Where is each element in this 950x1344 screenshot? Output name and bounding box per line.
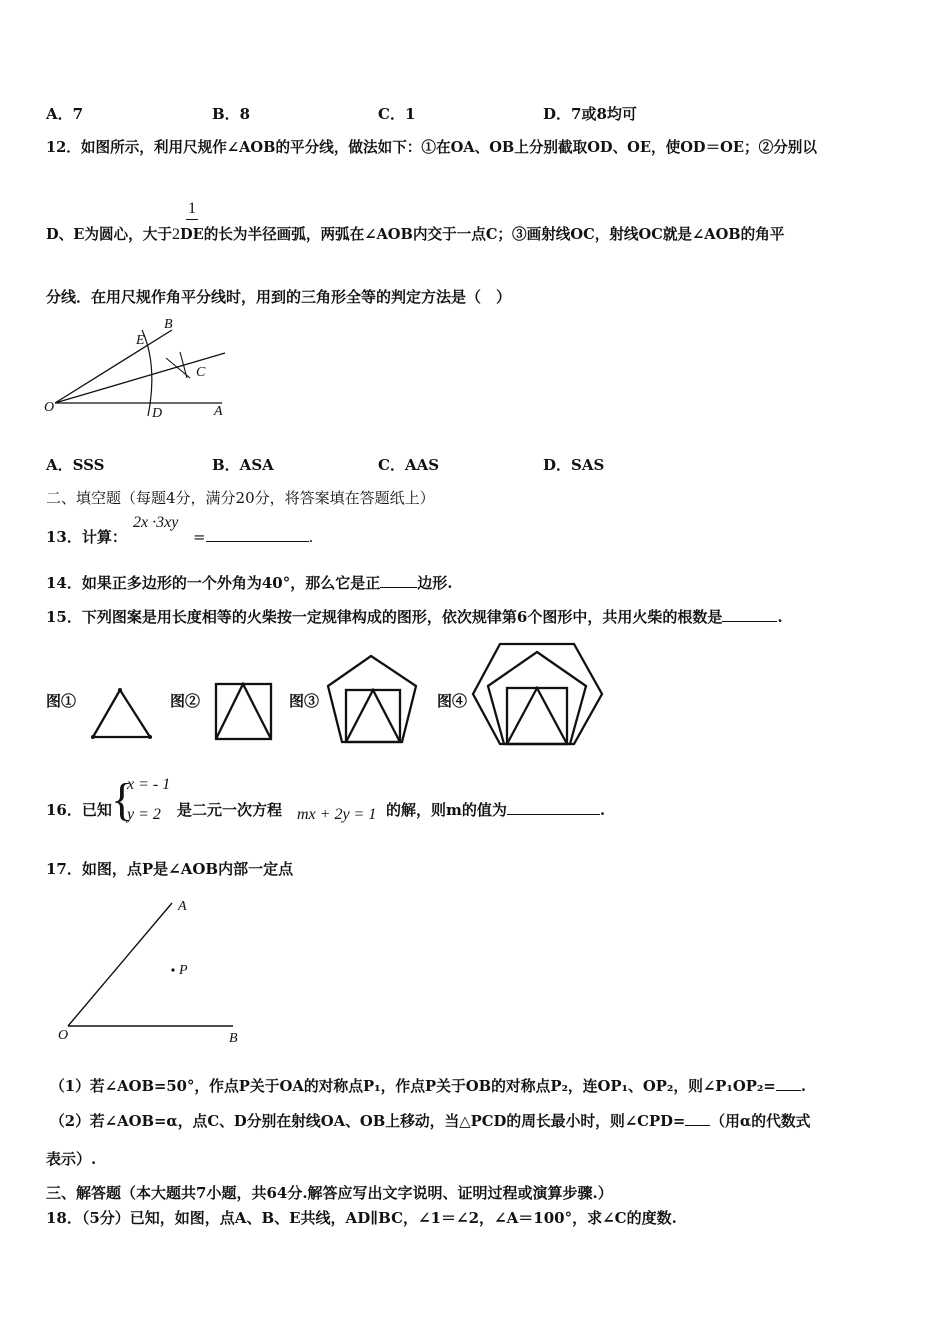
q14-post: 边形. bbox=[417, 574, 453, 592]
q17-2-post: （用α的代数式 bbox=[710, 1113, 811, 1130]
q12-line1: 12．如图所示，利用尺规作∠AOB的平分线，做法如下：①在OA、OB上分别截取OD、OE，使OD＝OE；②分别以 bbox=[46, 139, 817, 156]
q16-blank bbox=[507, 800, 600, 815]
q13-equals: = bbox=[193, 528, 206, 546]
q15-end: . bbox=[777, 608, 783, 626]
system-brace: { bbox=[111, 774, 134, 825]
q17-text: 17．如图，点P是∠AOB内部一定点 bbox=[46, 860, 294, 878]
q13-period: . bbox=[308, 528, 314, 546]
q16-mid: 是二元一次方程 bbox=[177, 801, 283, 819]
q17-1-end: . bbox=[800, 1078, 806, 1095]
option-b: B．8 bbox=[212, 105, 251, 123]
q13-blank bbox=[206, 527, 309, 542]
q12-line2 bbox=[46, 225, 784, 245]
matchstick-figure-4 bbox=[470, 640, 605, 750]
angle-aob-figure bbox=[55, 893, 255, 1053]
system-row-2: y = 2 bbox=[127, 806, 161, 823]
q16-pre: 16．已知 bbox=[46, 801, 112, 819]
q17-part1 bbox=[50, 1076, 806, 1097]
fig2-label: 图② bbox=[170, 692, 201, 710]
q12-option-a: A．SSS bbox=[46, 456, 105, 474]
q14 bbox=[46, 573, 453, 593]
q15-blank bbox=[722, 607, 777, 622]
label-o: O bbox=[44, 400, 55, 415]
label-b: B bbox=[229, 1031, 238, 1046]
q17-1-blank bbox=[776, 1076, 801, 1091]
q17-2-text: （2）若∠AOB=α，点C、D分别在射线OA、OB上移动，当△PCD的周长最小时，则∠CPD= bbox=[50, 1113, 686, 1130]
label-p: P bbox=[179, 963, 188, 978]
q14-pre: 14．如果正多边形的一个外角为40°，那么它是正 bbox=[46, 574, 381, 592]
option-a: A．7 bbox=[46, 105, 84, 123]
fig1-label: 图① bbox=[46, 692, 77, 710]
label-a: A bbox=[214, 404, 223, 419]
label-e: E bbox=[136, 333, 145, 348]
q16-end: . bbox=[599, 801, 606, 819]
label-d: D bbox=[152, 406, 163, 421]
matchstick-figure-1 bbox=[88, 684, 158, 744]
q12-line3: 分线．在用尺规作角平分线时，用到的三角形全等的判定方法是（ ） bbox=[46, 288, 512, 306]
q13-answer bbox=[193, 527, 313, 547]
q12-option-b: B．ASA bbox=[212, 456, 274, 474]
q12-option-c: C．AAS bbox=[378, 456, 440, 474]
q17-part2 bbox=[50, 1111, 810, 1132]
q18-text: 18．（5分）已知，如图，点A、B、E共线，AD∥BC，∠1＝∠2，∠A＝100°，求∠C的度数. bbox=[46, 1209, 677, 1227]
angle-bisector-figure bbox=[40, 310, 240, 430]
fig4-label: 图④ bbox=[437, 692, 468, 710]
q13-prefix: 13．计算： bbox=[46, 528, 127, 546]
q15-text: 15．下列图案是用长度相等的火柴按一定规律构成的图形，依次规律第6个图形中，共用火柴的根数是 bbox=[46, 608, 723, 626]
q13-expression: 2x ·3xy bbox=[133, 514, 179, 531]
fig3-label: 图③ bbox=[289, 692, 320, 710]
q14-blank bbox=[380, 573, 417, 588]
q17-2-blank bbox=[685, 1111, 710, 1126]
option-c: C．1 bbox=[378, 105, 416, 123]
system-row-1: x = - 1 bbox=[127, 776, 171, 793]
q16-equation: mx + 2y = 1 bbox=[297, 806, 377, 823]
section-2-heading: 二、填空题（每题4分，满分20分，将答案填在答题纸上） bbox=[46, 489, 435, 507]
matchstick-figure-2 bbox=[210, 680, 280, 744]
q16-post: 的解，则m的值为 bbox=[386, 801, 507, 819]
section-3-heading: 三、解答题（本大题共7小题，共64分.解答应写出文字说明、证明过程或演算步骤.） bbox=[46, 1184, 613, 1202]
q12-option-d: D．SAS bbox=[543, 456, 605, 474]
q17-part2-line2: 表示）. bbox=[46, 1150, 97, 1168]
label-c: C bbox=[196, 365, 206, 380]
q17-1-text: （1）若∠AOB=50°，作点P关于OA的对称点P₁，作点P关于OB的对称点P₂，连OP₁、OP₂，则∠P₁OP₂= bbox=[50, 1078, 776, 1095]
label-b: B bbox=[164, 317, 173, 332]
q16-tail bbox=[386, 800, 605, 820]
frac-bar bbox=[186, 219, 198, 220]
frac-num: 1 bbox=[188, 200, 196, 217]
matchstick-figure-3 bbox=[322, 652, 422, 748]
option-d: D．7或8均可 bbox=[543, 105, 637, 123]
q15 bbox=[46, 607, 783, 627]
q12-line2-post: DE的长为半径画弧，两弧在∠AOB内交于一点C；③画射线OC，射线OC就是∠AOB的角平 bbox=[179, 226, 785, 243]
q12-line2-pre: D、E为圆心，大于 bbox=[46, 226, 172, 243]
label-o: O bbox=[58, 1028, 69, 1043]
label-a: A bbox=[178, 899, 187, 914]
frac-den: 2 bbox=[171, 226, 180, 243]
